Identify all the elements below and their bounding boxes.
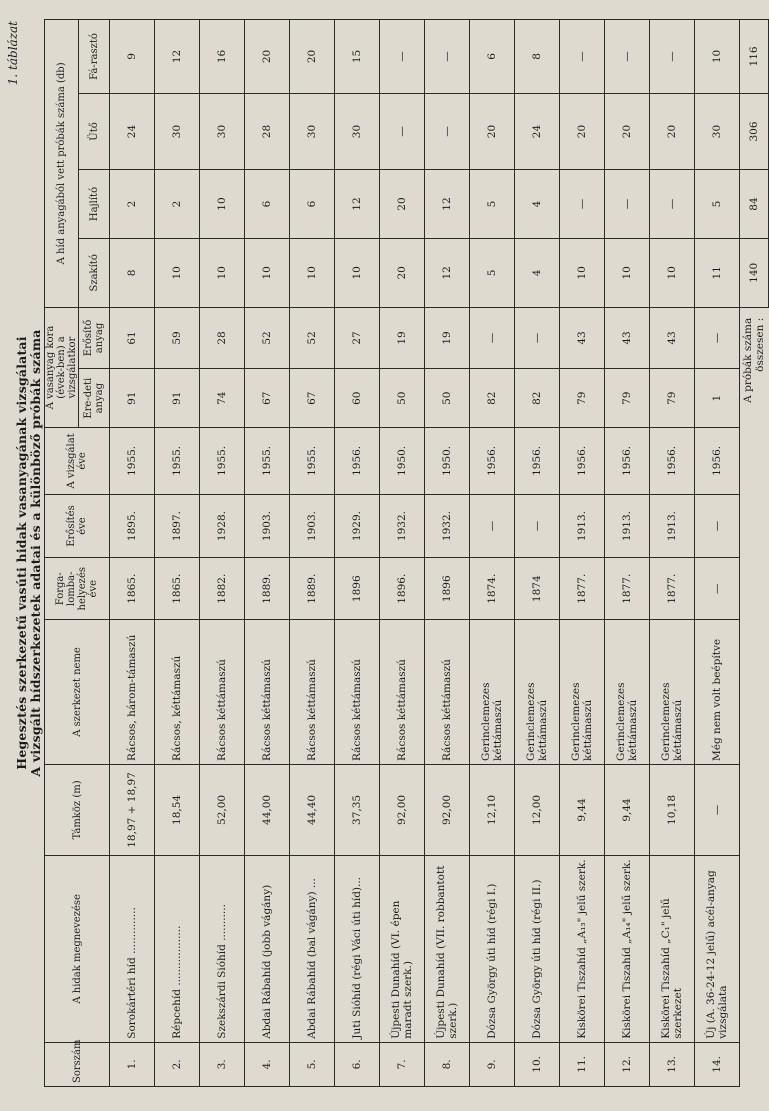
row-number: 10. — [515, 1042, 560, 1086]
bridge-name: Újpesti Dunahíd (VII. robbantott szerk.) — [425, 855, 470, 1042]
fatigue-count: 10 — [695, 20, 740, 94]
impact-count: 30 — [290, 93, 335, 169]
span: — — [695, 764, 740, 855]
row-number: 7. — [380, 1042, 425, 1086]
age-strengthening: 19 — [380, 307, 425, 368]
header-tested: A vizsgálat éve — [45, 428, 110, 494]
fatigue-count: 15 — [335, 20, 380, 94]
row-number: 3. — [200, 1042, 245, 1086]
tested-year: 1956. — [560, 428, 605, 494]
structure-type: Rácsos kéttámaszú — [290, 619, 335, 764]
table-row — [110, 20, 155, 1087]
tensile-count: 10 — [290, 238, 335, 307]
opened-year: 1877. — [605, 558, 650, 619]
table-row — [605, 20, 650, 1087]
age-strengthening: 43 — [605, 307, 650, 368]
strengthened-year: 1932. — [425, 494, 470, 558]
tested-year: 1955. — [200, 428, 245, 494]
tested-year: 1956. — [695, 428, 740, 494]
impact-count: 28 — [245, 93, 290, 169]
tested-year: 1950. — [425, 428, 470, 494]
tensile-count: 10 — [335, 238, 380, 307]
opened-year: 1896. — [380, 558, 425, 619]
structure-type: Gerinclemezes kéttámaszú — [560, 619, 605, 764]
totals-row — [740, 20, 769, 1087]
bridge-name: Sorokártéri híd .............. — [110, 855, 155, 1042]
bending-count: 20 — [380, 170, 425, 239]
table-row — [245, 20, 290, 1087]
strengthened-year: 1928. — [200, 494, 245, 558]
age-strengthening: 59 — [155, 307, 200, 368]
span: 9,44 — [605, 764, 650, 855]
structure-type: Gerinclemezes kéttámaszú — [470, 619, 515, 764]
table-row — [335, 20, 380, 1087]
tested-year: 1955. — [110, 428, 155, 494]
header-bending: Hajlító — [79, 170, 110, 239]
bridge-name: Kiskörei Tiszahíd „A₁₄" jelű szerk. — [605, 855, 650, 1042]
row-number: 8. — [425, 1042, 470, 1086]
bridge-name: Kiskörei Tiszahíd „C₁" jelű szerkezet — [650, 855, 695, 1042]
tested-year: 1956. — [335, 428, 380, 494]
table-row — [155, 20, 200, 1087]
tested-year: 1956. — [470, 428, 515, 494]
tensile-count: 11 — [695, 238, 740, 307]
row-number: 1. — [110, 1042, 155, 1086]
age-original: 1 — [695, 369, 740, 428]
header-tensile: Szakító — [79, 238, 110, 307]
total-tensile: 140 — [740, 238, 769, 307]
table-row — [515, 20, 560, 1087]
age-original: 67 — [245, 369, 290, 428]
table-row — [425, 20, 470, 1087]
impact-count: 30 — [695, 93, 740, 169]
opened-year: 1896 — [335, 558, 380, 619]
row-number: 9. — [470, 1042, 515, 1086]
tested-year: 1956. — [605, 428, 650, 494]
age-strengthening: 43 — [650, 307, 695, 368]
row-number: 6. — [335, 1042, 380, 1086]
header-samples-group: A híd anyagából vett próbák száma (db) — [45, 20, 79, 308]
table-subtitle: A vizsgált hídszerkezetek adatai és a különböző próbák száma — [28, 329, 43, 777]
opened-year: 1882. — [200, 558, 245, 619]
bridge-name: Újpesti Dunahíd (VI. épen maradt szerk.) — [380, 855, 425, 1042]
fatigue-count: 6 — [470, 20, 515, 94]
bridge-name: Dózsa György úti híd (régi II.) — [515, 855, 560, 1042]
span: 18,97 + 18,97 — [110, 764, 155, 855]
row-number: 4. — [245, 1042, 290, 1086]
age-strengthening: 19 — [425, 307, 470, 368]
structure-type: Rácsos kéttámaszú — [425, 619, 470, 764]
age-original: 91 — [110, 369, 155, 428]
fatigue-count: 12 — [155, 20, 200, 94]
span: 44,40 — [290, 764, 335, 855]
table-row — [200, 20, 245, 1087]
strengthened-year: 1932. — [380, 494, 425, 558]
impact-count: 30 — [155, 93, 200, 169]
opened-year: 1896 — [425, 558, 470, 619]
structure-type: Rácsos kéttámaszú — [380, 619, 425, 764]
bridge-name: Abdai Rábahíd (jobb vágány) — [245, 855, 290, 1042]
bridge-name: Szekszárdi Sióhíd ........... — [200, 855, 245, 1042]
tensile-count: 20 — [380, 238, 425, 307]
span: 12,00 — [515, 764, 560, 855]
bending-count: 5 — [695, 170, 740, 239]
table-row — [560, 20, 605, 1087]
fatigue-count: — — [425, 20, 470, 94]
age-strengthening: 52 — [290, 307, 335, 368]
structure-type: Rácsos kéttámaszú — [200, 619, 245, 764]
header-opened: Forga-lomba-helyezés éve — [45, 558, 110, 619]
tensile-count: 10 — [155, 238, 200, 307]
strengthened-year: — — [470, 494, 515, 558]
fatigue-count: 16 — [200, 20, 245, 94]
impact-count: 20 — [560, 93, 605, 169]
span: 10,18 — [650, 764, 695, 855]
bridge-table — [44, 19, 769, 1087]
impact-count: 24 — [110, 93, 155, 169]
tested-year: 1956. — [650, 428, 695, 494]
bending-count: 4 — [515, 170, 560, 239]
bending-count: — — [605, 170, 650, 239]
age-original: 67 — [290, 369, 335, 428]
opened-year: 1889. — [245, 558, 290, 619]
strengthened-year: 1903. — [290, 494, 335, 558]
bending-count: 12 — [425, 170, 470, 239]
impact-count: 20 — [470, 93, 515, 169]
span: 12,10 — [470, 764, 515, 855]
structure-type: Gerinclemezes kéttámaszú — [605, 619, 650, 764]
opened-year: 1865. — [155, 558, 200, 619]
tensile-count: 4 — [515, 238, 560, 307]
structure-type: Rácsos kéttámaszú — [335, 619, 380, 764]
span: 52,00 — [200, 764, 245, 855]
table-number: 1. táblázat — [6, 21, 20, 86]
bending-count: 10 — [200, 170, 245, 239]
bending-count: 6 — [245, 170, 290, 239]
strengthened-year: 1929. — [335, 494, 380, 558]
bending-count: 6 — [290, 170, 335, 239]
strengthened-year: 1913. — [605, 494, 650, 558]
structure-type: Gerinclemezes kéttámaszú — [650, 619, 695, 764]
header-age-strengthening: Erősítő anyag — [79, 307, 110, 368]
bending-count: 2 — [155, 170, 200, 239]
age-original: 91 — [155, 369, 200, 428]
table-row — [695, 20, 740, 1087]
span: 92,00 — [425, 764, 470, 855]
impact-count: 30 — [200, 93, 245, 169]
structure-type: Rácsos kéttámaszú — [245, 619, 290, 764]
table-body — [110, 20, 740, 1087]
tensile-count: 10 — [560, 238, 605, 307]
fatigue-count: 9 — [110, 20, 155, 94]
age-strengthening: 43 — [560, 307, 605, 368]
bending-count: 2 — [110, 170, 155, 239]
age-original: 60 — [335, 369, 380, 428]
header-bridge-name: A hidak megnevezése — [45, 855, 110, 1042]
structure-type: Rácsos, három-támaszú — [110, 619, 155, 764]
tensile-count: 10 — [245, 238, 290, 307]
table-row — [650, 20, 695, 1087]
opened-year: — — [695, 558, 740, 619]
tensile-count: 5 — [470, 238, 515, 307]
fatigue-count: 20 — [245, 20, 290, 94]
age-strengthening: 52 — [245, 307, 290, 368]
span: 9,44 — [560, 764, 605, 855]
impact-count: — — [380, 93, 425, 169]
header-span: Támköz (m) — [45, 764, 110, 855]
bending-count: — — [560, 170, 605, 239]
table-row — [290, 20, 335, 1087]
impact-count: — — [425, 93, 470, 169]
age-original: 74 — [200, 369, 245, 428]
tensile-count: 10 — [605, 238, 650, 307]
bending-count: 12 — [335, 170, 380, 239]
bending-count: — — [650, 170, 695, 239]
row-number: 13. — [650, 1042, 695, 1086]
age-original: 79 — [650, 369, 695, 428]
total-fatigue: 116 — [740, 20, 769, 94]
header-fatigue: Fá-rasztó — [79, 20, 110, 94]
bridge-name: Új (A. 36-24-12 jelű) acél-anyag vizsgálata — [695, 855, 740, 1042]
total-impact: 306 — [740, 93, 769, 169]
row-number: 5. — [290, 1042, 335, 1086]
age-original: 82 — [470, 369, 515, 428]
tensile-count: 10 — [200, 238, 245, 307]
tested-year: 1955. — [155, 428, 200, 494]
structure-type: Még nem volt beépítve — [695, 619, 740, 764]
total-bending: 84 — [740, 170, 769, 239]
age-strengthening: — — [515, 307, 560, 368]
row-number: 2. — [155, 1042, 200, 1086]
header-age-group: A vasanyag kora (évek-ben) a vizsgálatkor — [45, 307, 79, 427]
age-strengthening: 28 — [200, 307, 245, 368]
tensile-count: 8 — [110, 238, 155, 307]
span: 44,00 — [245, 764, 290, 855]
strengthened-year: 1903. — [245, 494, 290, 558]
opened-year: 1865. — [110, 558, 155, 619]
bridge-name: Abdai Rábahíd (bal vágány) ... — [290, 855, 335, 1042]
strengthened-year: 1897. — [155, 494, 200, 558]
opened-year: 1877. — [560, 558, 605, 619]
age-original: 50 — [380, 369, 425, 428]
fatigue-count: — — [380, 20, 425, 94]
age-original: 50 — [425, 369, 470, 428]
header-impact: Ütő — [79, 93, 110, 169]
tested-year: 1956. — [515, 428, 560, 494]
header-structure: A szerkezet neme — [45, 619, 110, 764]
span: 18,54 — [155, 764, 200, 855]
impact-count: 20 — [605, 93, 650, 169]
fatigue-count: — — [605, 20, 650, 94]
strengthened-year: — — [695, 494, 740, 558]
age-original: 79 — [605, 369, 650, 428]
header-sorszam: Sorszám — [45, 1042, 110, 1086]
age-original: 82 — [515, 369, 560, 428]
strengthened-year: 1895. — [110, 494, 155, 558]
fatigue-count: 20 — [290, 20, 335, 94]
opened-year: 1874 — [515, 558, 560, 619]
row-number: 14. — [695, 1042, 740, 1086]
row-number: 12. — [605, 1042, 650, 1086]
strengthened-year: — — [515, 494, 560, 558]
tested-year: 1955. — [245, 428, 290, 494]
fatigue-count: — — [650, 20, 695, 94]
bending-count: 5 — [470, 170, 515, 239]
bridge-name: Kiskörei Tiszahíd „A₁₃" jelű szerk. — [560, 855, 605, 1042]
tested-year: 1955. — [290, 428, 335, 494]
table-row — [470, 20, 515, 1087]
age-strengthening: 61 — [110, 307, 155, 368]
fatigue-count: — — [560, 20, 605, 94]
impact-count: 24 — [515, 93, 560, 169]
tensile-count: 10 — [650, 238, 695, 307]
bridge-name: Répcehíd .................. — [155, 855, 200, 1042]
structure-type: Gerinclemezes kéttámaszú — [515, 619, 560, 764]
row-number: 11. — [560, 1042, 605, 1086]
structure-type: Rácsos, kéttámaszú — [155, 619, 200, 764]
bridge-name: Juti Sióhíd (régi Váci úti híd)... — [335, 855, 380, 1042]
totals-label: A próbák száma összesen : — [740, 307, 769, 427]
opened-year: 1874. — [470, 558, 515, 619]
age-original: 79 — [560, 369, 605, 428]
strengthened-year: 1913. — [650, 494, 695, 558]
opened-year: 1889. — [290, 558, 335, 619]
age-strengthening: — — [695, 307, 740, 368]
header-strengthened: Erősítés éve — [45, 494, 110, 558]
age-strengthening: — — [470, 307, 515, 368]
impact-count: 30 — [335, 93, 380, 169]
header-age-original: Ere-deti anyag — [79, 369, 110, 428]
tested-year: 1950. — [380, 428, 425, 494]
opened-year: 1877. — [650, 558, 695, 619]
strengthened-year: 1913. — [560, 494, 605, 558]
fatigue-count: 8 — [515, 20, 560, 94]
table-title: Hegesztés szerkezetű vasúti hidak vasanyagának vizsgálatai — [14, 336, 29, 770]
age-strengthening: 27 — [335, 307, 380, 368]
impact-count: 20 — [650, 93, 695, 169]
span: 92,00 — [380, 764, 425, 855]
tensile-count: 12 — [425, 238, 470, 307]
span: 37,35 — [335, 764, 380, 855]
table-row — [380, 20, 425, 1087]
bridge-name: Dózsa György úti híd (régi I.) — [470, 855, 515, 1042]
